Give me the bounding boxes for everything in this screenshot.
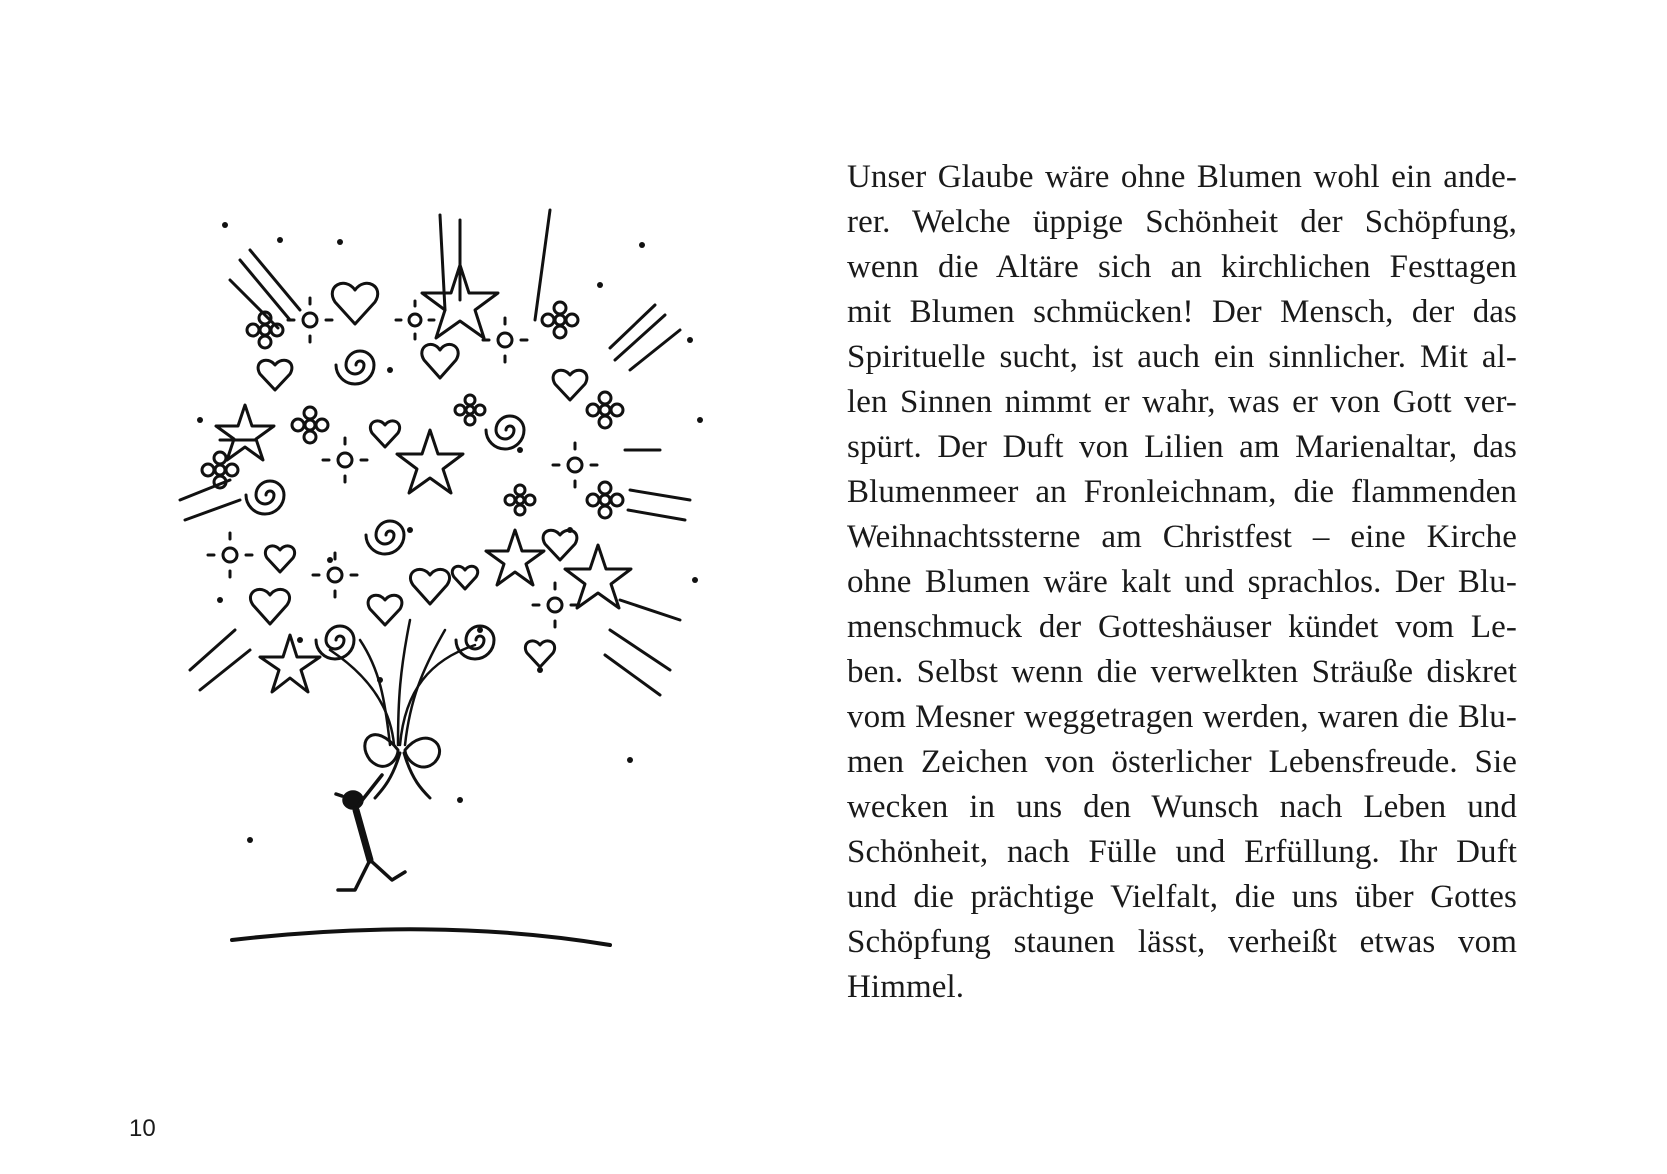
spiral-roses: [246, 351, 524, 659]
text-line: Unser Glaube wäre ohne Blumen wohl ein ande-: [847, 159, 1517, 195]
text-line: len Sinnen nimmt er wahr, was er von Gott ver-: [847, 384, 1517, 420]
radiating-lines: [180, 210, 690, 695]
text-line: Schöpfung staunen lässt, verheißt etwas vom: [847, 924, 1517, 960]
text-line: wenn die Altäre sich an kirchlichen Festtagen: [847, 249, 1517, 285]
text-line: ben. Selbst wenn die verwelkten Sträuße diskret: [847, 654, 1517, 690]
text-line: spürt. Der Duft von Lilien am Marienaltar, das: [847, 429, 1517, 465]
text-line: men Zeichen von österlicher Lebensfreude. Sie: [847, 744, 1517, 780]
text-line: Blumenmeer an Fronleichnam, die flammenden: [847, 474, 1517, 510]
text-line: wecken in uns den Wunsch nach Leben und: [847, 789, 1517, 825]
body-text: [847, 155, 1517, 1010]
sparkle-dots: [197, 222, 703, 843]
ribbon-bow: [365, 735, 440, 798]
page-number: 10: [129, 1115, 156, 1142]
text-line: rer. Welche üppige Schönheit der Schöpfung,: [847, 204, 1517, 240]
ground-line: [232, 929, 610, 945]
text-line: ohne Blumen wäre kalt und sprachlos. Der Blu-: [847, 564, 1517, 600]
text-line: menschmuck der Gotteshäuser kündet vom Le-: [847, 609, 1517, 645]
running-figure: [336, 775, 405, 890]
text-line: vom Mesner weggetragen werden, waren die Blu-: [847, 699, 1517, 735]
text-line: und die prächtige Vielfalt, die uns über Gottes: [847, 879, 1517, 915]
stems: [330, 620, 475, 745]
text-line: Weihnachtssterne am Christfest – eine Kirche: [847, 519, 1517, 555]
bouquet-illustration: [160, 200, 750, 970]
text-line: Himmel.: [847, 969, 965, 1005]
text-line: Spirituelle sucht, ist auch ein sinnlicher. Mit al-: [847, 339, 1517, 375]
hearts: [250, 283, 586, 667]
text-line: mit Blumen schmücken! Der Mensch, der das: [847, 294, 1517, 330]
text-line: Schönheit, nach Fülle und Erfüllung. Ihr Duft: [847, 834, 1517, 870]
